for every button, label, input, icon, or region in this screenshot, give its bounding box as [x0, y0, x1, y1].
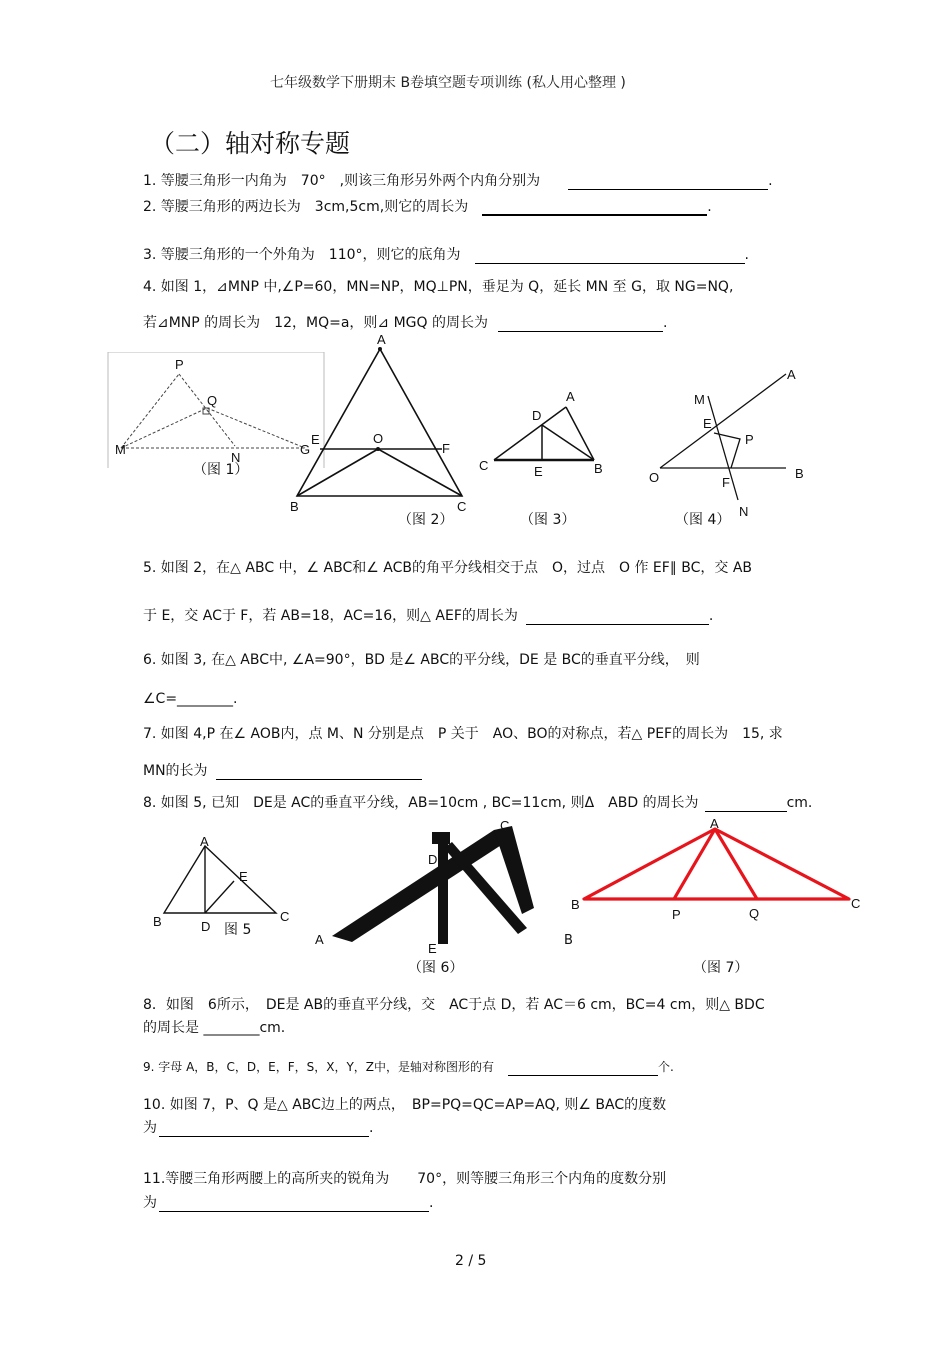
section-title: （二）轴对称专题: [150, 129, 351, 158]
fig3-label-b: B: [594, 461, 603, 476]
fig2-label-b: B: [290, 499, 299, 514]
fig3-label-e: E: [534, 464, 543, 479]
question-10-line1: 10. 如图 7，P、Q 是△ ABC边上的两点， BP=PQ=QC=AP=AQ, 则∠ BAC的度数: [143, 1097, 667, 1113]
question-8b-line1: 8．如图 6所示， DE是 AB的垂直平分线，交 AC于点 D，若 AC＝6 cm，BC=4 cm，则△ BDC: [143, 997, 765, 1013]
figure-6-caption: （图 6）: [408, 960, 464, 976]
fig1-label-g: G: [300, 442, 311, 457]
question-5-line2: 于 E，交 AC于 F，若 AB=18，AC=16，则△ AEF的周长为 .: [143, 608, 714, 624]
fig4-label-m: M: [694, 392, 705, 407]
page-header: 七年级数学下册期末 B卷填空题专项训练 (私人用心整理 ): [270, 75, 626, 91]
fig4-label-f: F: [722, 475, 730, 490]
fig7-label-q: Q: [749, 906, 760, 921]
fig6-label-d: D: [428, 852, 438, 867]
figure-2-caption: （图 2）: [398, 512, 454, 528]
fig4-label-b: B: [795, 466, 804, 481]
fig5-label-e: E: [239, 869, 248, 884]
fig2-label-f: F: [442, 441, 450, 456]
fig5-label-b: B: [153, 914, 162, 929]
fig6-label-e: E: [428, 941, 437, 956]
question-11-line1: 11.等腰三角形两腰上的高所夹的锐角为 70°，则等腰三角形三个内角的度数分别: [143, 1171, 667, 1187]
fig1-label-q: Q: [207, 393, 218, 408]
figure-4: [644, 362, 814, 522]
figure-3: [476, 385, 611, 480]
question-9: 9. 字母 A，B，C，D，E，F，S，X，Y，Z中，是轴对称图形的有 个.: [143, 1060, 674, 1074]
fig7-label-a: A: [710, 816, 719, 831]
fig6-label-c: C: [500, 818, 510, 833]
fig5-label-d: D: [201, 919, 211, 934]
fig7-label-c: C: [851, 896, 861, 911]
question-11-line2: 为 .: [143, 1195, 434, 1211]
question-7-line2: MN的长为: [143, 762, 422, 780]
page-number: 2 / 5: [455, 1253, 487, 1269]
fig2-label-c: C: [457, 499, 467, 514]
fig3-label-a: A: [566, 389, 575, 404]
figure-1-caption: （图 1）: [193, 462, 249, 478]
fig4-label-n: N: [739, 504, 749, 519]
question-3: 3. 等腰三角形的一个外角为 110°，则它的底角为 .: [143, 247, 749, 263]
question-6-line2: ∠C=________.: [143, 691, 238, 707]
fig6-label-b: B: [564, 933, 573, 948]
figure-7-caption: （图 7）: [693, 960, 749, 976]
question-6-line1: 6. 如图 3, 在△ ABC中, ∠A=90°，BD 是∠ ABC的平分线，DE 是 BC的垂直平分线， 则: [143, 652, 700, 668]
fig4-label-a: A: [787, 367, 796, 382]
fig3-label-d: D: [532, 408, 542, 423]
figure-3-caption: （图 3）: [520, 512, 576, 528]
fig2-label-e: E: [311, 432, 320, 447]
question-8: 8. 如图 5, 已知 DE是 AC的垂直平分线，AB=10cm , BC=11cm, 则Δ ABD 的周长为 cm.: [143, 795, 813, 811]
question-8b-line2: 的周长是 ________cm.: [143, 1020, 286, 1036]
fig7-label-p: P: [672, 907, 681, 922]
figure-4-caption: （图 4）: [675, 512, 731, 528]
fig4-label-p: P: [745, 432, 754, 447]
fig5-label-a: A: [200, 834, 209, 849]
fig1-label-n: N: [231, 450, 241, 465]
question-4-line2: 若⊿MNP 的周长为 12，MQ=a，则⊿ MGQ 的周长为 .: [143, 315, 668, 331]
question-4-line1: 4. 如图 1，⊿MNP 中,∠P=60，MN=NP，MQ⊥PN，垂足为 Q，延长 MN 至 G，取 NG=NQ,: [143, 279, 734, 295]
fig1-label-p: P: [175, 357, 184, 372]
figure-7: [566, 815, 866, 927]
question-2: 2. 等腰三角形的两边长为 3cm,5cm,则它的周长为 .: [143, 199, 712, 215]
question-7-line1: 7. 如图 4,P 在∠ AOB内，点 M、N 分别是点 P 关于 AO、BO的对称点，若△ PEF的周长为 15, 求: [143, 726, 783, 742]
question-5-line1: 5. 如图 2，在△ ABC 中，∠ ABC和∠ ACB的角平分线相交于点 O，过点 O 作 EF∥ BC，交 AB: [143, 560, 753, 576]
fig4-label-e: E: [703, 416, 712, 431]
fig4-label-o: O: [649, 470, 660, 485]
fig2-label-a: A: [377, 334, 386, 347]
question-10-line2: 为 .: [143, 1120, 374, 1136]
figure-2: [285, 334, 480, 516]
fig1-label-m: M: [115, 442, 126, 457]
figure-5: [148, 832, 296, 934]
figure-5-caption: 图 5: [224, 922, 252, 938]
fig3-label-c: C: [479, 458, 489, 473]
figure-6: [312, 818, 534, 956]
question-1: 1. 等腰三角形一内角为 70° ,则该三角形另外两个内角分别为 .: [143, 173, 773, 189]
fig6-label-a: A: [315, 932, 324, 947]
fig5-label-c: C: [280, 909, 290, 924]
fig2-label-o: O: [373, 431, 384, 446]
fig7-label-b: B: [571, 897, 580, 912]
